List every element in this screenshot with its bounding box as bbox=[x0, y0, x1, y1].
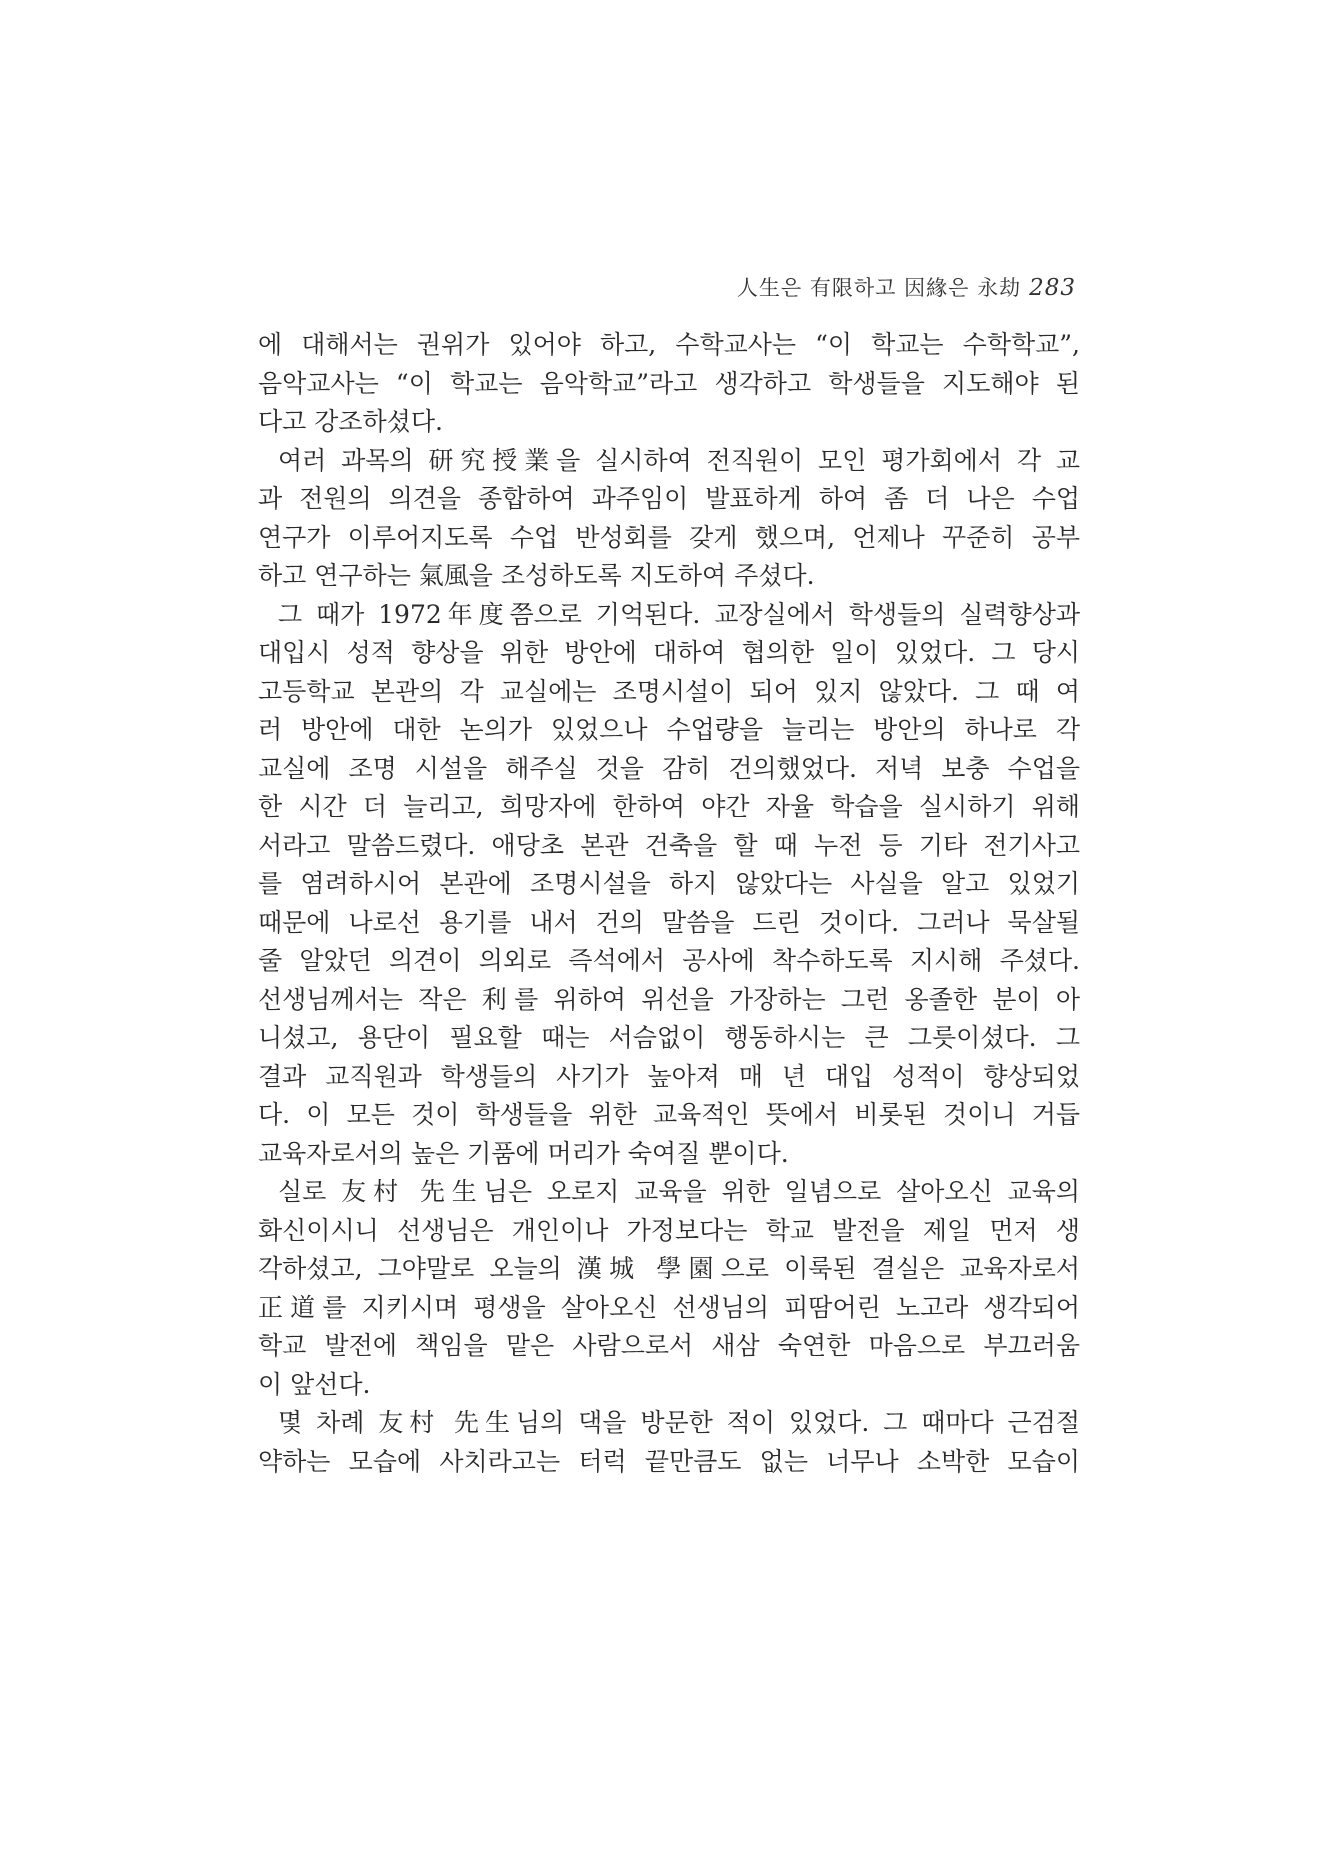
text-line: 결과 교직원과 학생들의 사기가 높아져 매 년 대입 성적이 향상되었 bbox=[258, 1061, 1080, 1091]
text-line: 다고 강조하셨다. bbox=[258, 407, 443, 436]
text-line: 니셨고, 용단이 필요할 때는 서슴없이 행동하시는 큰 그릇이셨다. 그 bbox=[258, 1023, 1080, 1052]
body-text bbox=[258, 326, 1080, 1481]
text-line: 서라고 말씀드렸다. 애당초 본관 건축을 할 때 누전 등 기타 전기사고 bbox=[258, 830, 1080, 860]
page-number: 283 bbox=[1029, 275, 1076, 301]
paragraph bbox=[258, 1173, 1080, 1404]
text-line: 과 전원의 의견을 종합하여 과주임이 발표하게 하여 좀 더 나은 수업 bbox=[258, 484, 1080, 513]
text-line: 를 염려하시어 본관에 조명시설을 하지 않았다는 사실을 알고 있었기 bbox=[258, 869, 1080, 898]
text-line: 러 방안에 대한 논의가 있었으나 수업량을 늘리는 방안의 하나로 각 bbox=[258, 715, 1080, 744]
text-line: 여러 과목의 研究授業을 실시하여 전직원이 모인 평가회에서 각 교 bbox=[278, 445, 1080, 475]
text-line: 화신이시니 선생님은 개인이나 가정보다는 학교 발전을 제일 먼저 생 bbox=[258, 1215, 1080, 1245]
text-line: 실로 友村 先生님은 오로지 교육을 위한 일념으로 살아오신 교육의 bbox=[278, 1177, 1080, 1206]
text-line: 줄 알았던 의견이 의외로 즉석에서 공사에 착수하도록 지시해 주셨다. bbox=[258, 946, 1080, 975]
paragraph bbox=[258, 596, 1080, 1174]
text-line: 교실에 조명 시설을 해주실 것을 감히 건의했었다. 저녁 보충 수업을 bbox=[258, 753, 1080, 783]
paragraph bbox=[258, 1404, 1080, 1481]
text-line: 약하는 모습에 사치라고는 터럭 끝만큼도 없는 너무나 소박한 모습이 bbox=[258, 1446, 1080, 1476]
text-line: 음악교사는 “이 학교는 음악학교”라고 생각하고 학생들을 지도해야 된 bbox=[258, 368, 1080, 398]
text-line: 교육자로서의 높은 기품에 머리가 숙여질 뿐이다. bbox=[258, 1138, 789, 1168]
text-line: 각하셨고, 그야말로 오늘의 漢城 學園으로 이룩된 결실은 교육자로서 bbox=[258, 1254, 1080, 1283]
text-line: 학교 발전에 책임을 맡은 사람으로서 새삼 숙연한 마음으로 부끄러움 bbox=[258, 1331, 1080, 1360]
paragraph bbox=[258, 326, 1080, 442]
text-line: 그 때가 1972年度쯤으로 기억된다. 교장실에서 학생들의 실력향상과 bbox=[278, 599, 1080, 629]
paragraph bbox=[258, 442, 1080, 596]
text-line: 연구가 이루어지도록 수업 반성회를 갖게 했으며, 언제나 꾸준히 공부 bbox=[258, 522, 1080, 552]
text-line: 에 대해서는 권위가 있어야 하고, 수학교사는 “이 학교는 수학학교”, bbox=[258, 330, 1080, 359]
running-header-title: 人生은 有限하고 因緣은 永劫 bbox=[736, 276, 1022, 300]
text-line: 正道를 지키시며 평생을 살아오신 선생님의 피땀어린 노고라 생각되어 bbox=[258, 1292, 1080, 1322]
text-line: 하고 연구하는 氣風을 조성하도록 지도하여 주셨다. bbox=[258, 561, 815, 590]
text-line: 때문에 나로선 용기를 내서 건의 말씀을 드린 것이다. 그러나 묵살될 bbox=[258, 907, 1080, 937]
text-line: 고등학교 본관의 각 교실에는 조명시설이 되어 있지 않았다. 그 때 여 bbox=[258, 676, 1080, 706]
text-line: 선생님께서는 작은 利를 위하여 위선을 가장하는 그런 옹졸한 분이 아 bbox=[258, 984, 1080, 1014]
text-line: 한 시간 더 늘리고, 희망자에 한하여 야간 자율 학습을 실시하기 위해 bbox=[258, 792, 1080, 821]
text-line: 다. 이 모든 것이 학생들을 위한 교육적인 뜻에서 비롯된 것이니 거듭 bbox=[258, 1100, 1080, 1129]
text-line: 이 앞선다. bbox=[258, 1369, 371, 1399]
running-header bbox=[737, 272, 1076, 302]
text-line: 대입시 성적 향상을 위한 방안에 대하여 협의한 일이 있었다. 그 당시 bbox=[258, 638, 1080, 667]
text-line: 몇 차례 友村 先生님의 댁을 방문한 적이 있었다. 그 때마다 근검절 bbox=[278, 1408, 1080, 1437]
